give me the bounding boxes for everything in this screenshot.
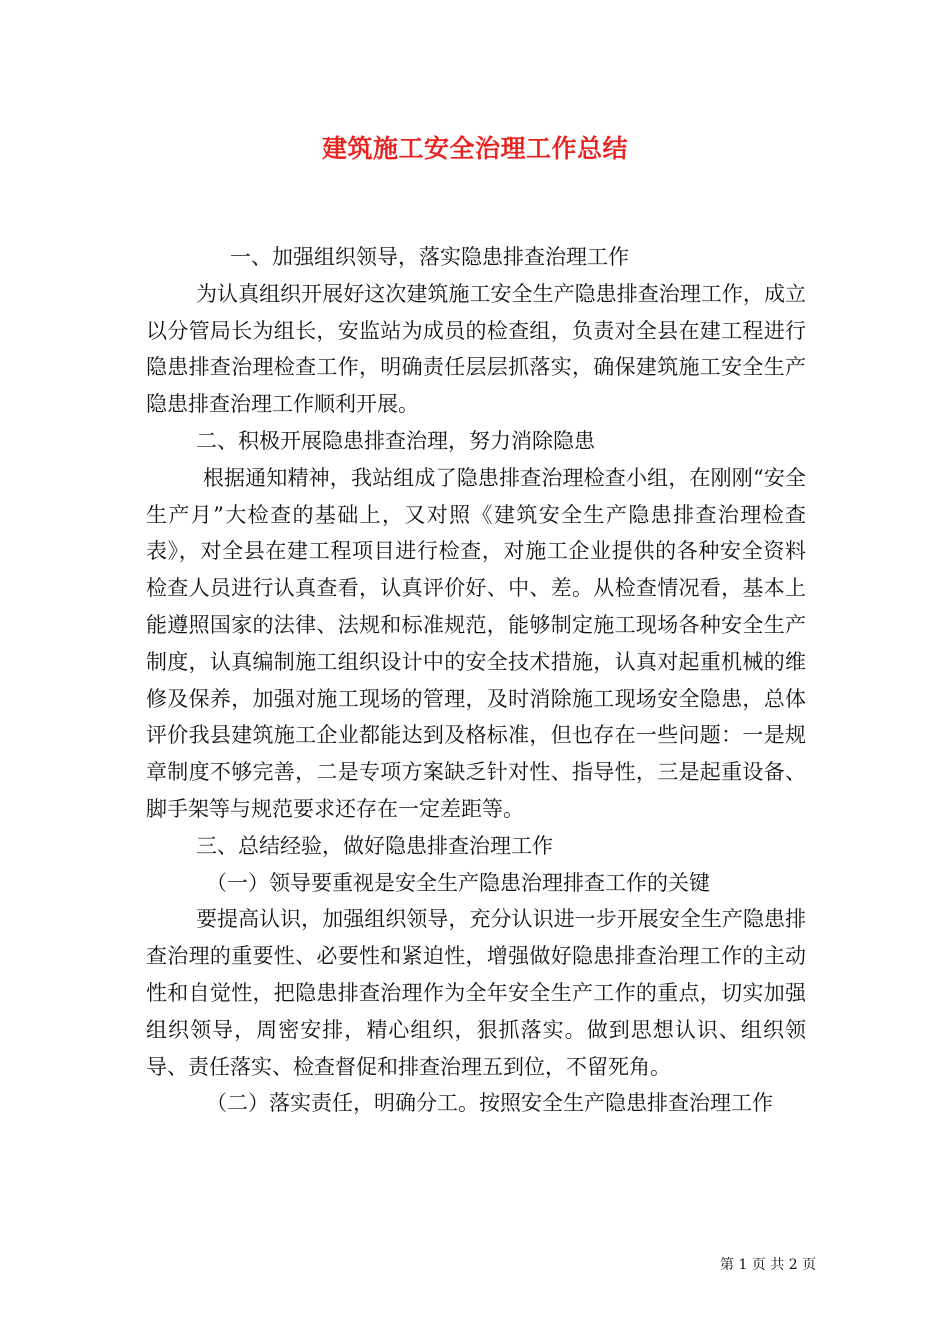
paragraph-1: 为认真组织开展好这次建筑施工安全生产隐患排查治理工作，成立以分管局长为组长，安监站为成员的检查组，负责对全县在建工程进行隐患排查治理检查工作，明确责任层层抓落实，确保建筑施工安全生产隐患排查治理工作顺利开展。	[146, 281, 806, 417]
page-footer: 第 1 页 共 2 页	[720, 1257, 817, 1273]
paragraph-3: 要提高认识，加强组织领导，充分认识进一步开展安全生产隐患排查治理的重要性、必要性和紧迫性，增强做好隐患排查治理工作的主动性和自觉性，把隐患排查治理作为全年安全生产工作的重点，切实加强组织领导，周密安排，精心组织，狠抓落实。做到思想认识、组织领导、责任落实、检查督促和排查治理五到位，不留死角。	[146, 907, 806, 1079]
document-body	[146, 239, 806, 1122]
page-title: 建筑施工安全治理工作总结	[321, 134, 628, 163]
section-heading-2: 二、积极开展隐患排查治理，努力消除隐患	[196, 428, 595, 453]
subsection-heading-1: （一）领导要重视是安全生产隐患治理排查工作的关键	[206, 870, 710, 895]
subsection-heading-2: （二）落实责任，明确分工。按照安全生产隐患排查治理工作	[206, 1091, 773, 1116]
paragraph-2: 根据通知精神，我站组成了隐患排查治理检查小组，在刚刚“安全生产月”大检查的基础上，又对照《建筑安全生产隐患排查治理检查表》，对全县在建工程项目进行检查，对施工企业提供的各种安全资料检查人员进行认真查看，认真评价好、中、差。从检查情况看，基本上能遵照国家的法律、法规和标准规范，能够制定施工现场各种安全生产制度，认真编制施工组织设计中的安全技术措施，认真对起重机械的维修及保养，加强对施工现场的管理，及时消除施工现场安全隐患，总体评价我县建筑施工企业都能达到及格标准，但也存在一些问题：一是规章制度不够完善，二是专项方案缺乏针对性、指导性，三是起重设备、脚手架等与规范要求还存在一定差距等。	[146, 465, 806, 821]
section-heading-1: 一、加强组织领导，落实隐患排查治理工作	[230, 245, 629, 269]
section-heading-3: 三、总结经验，做好隐患排查治理工作	[196, 833, 553, 858]
